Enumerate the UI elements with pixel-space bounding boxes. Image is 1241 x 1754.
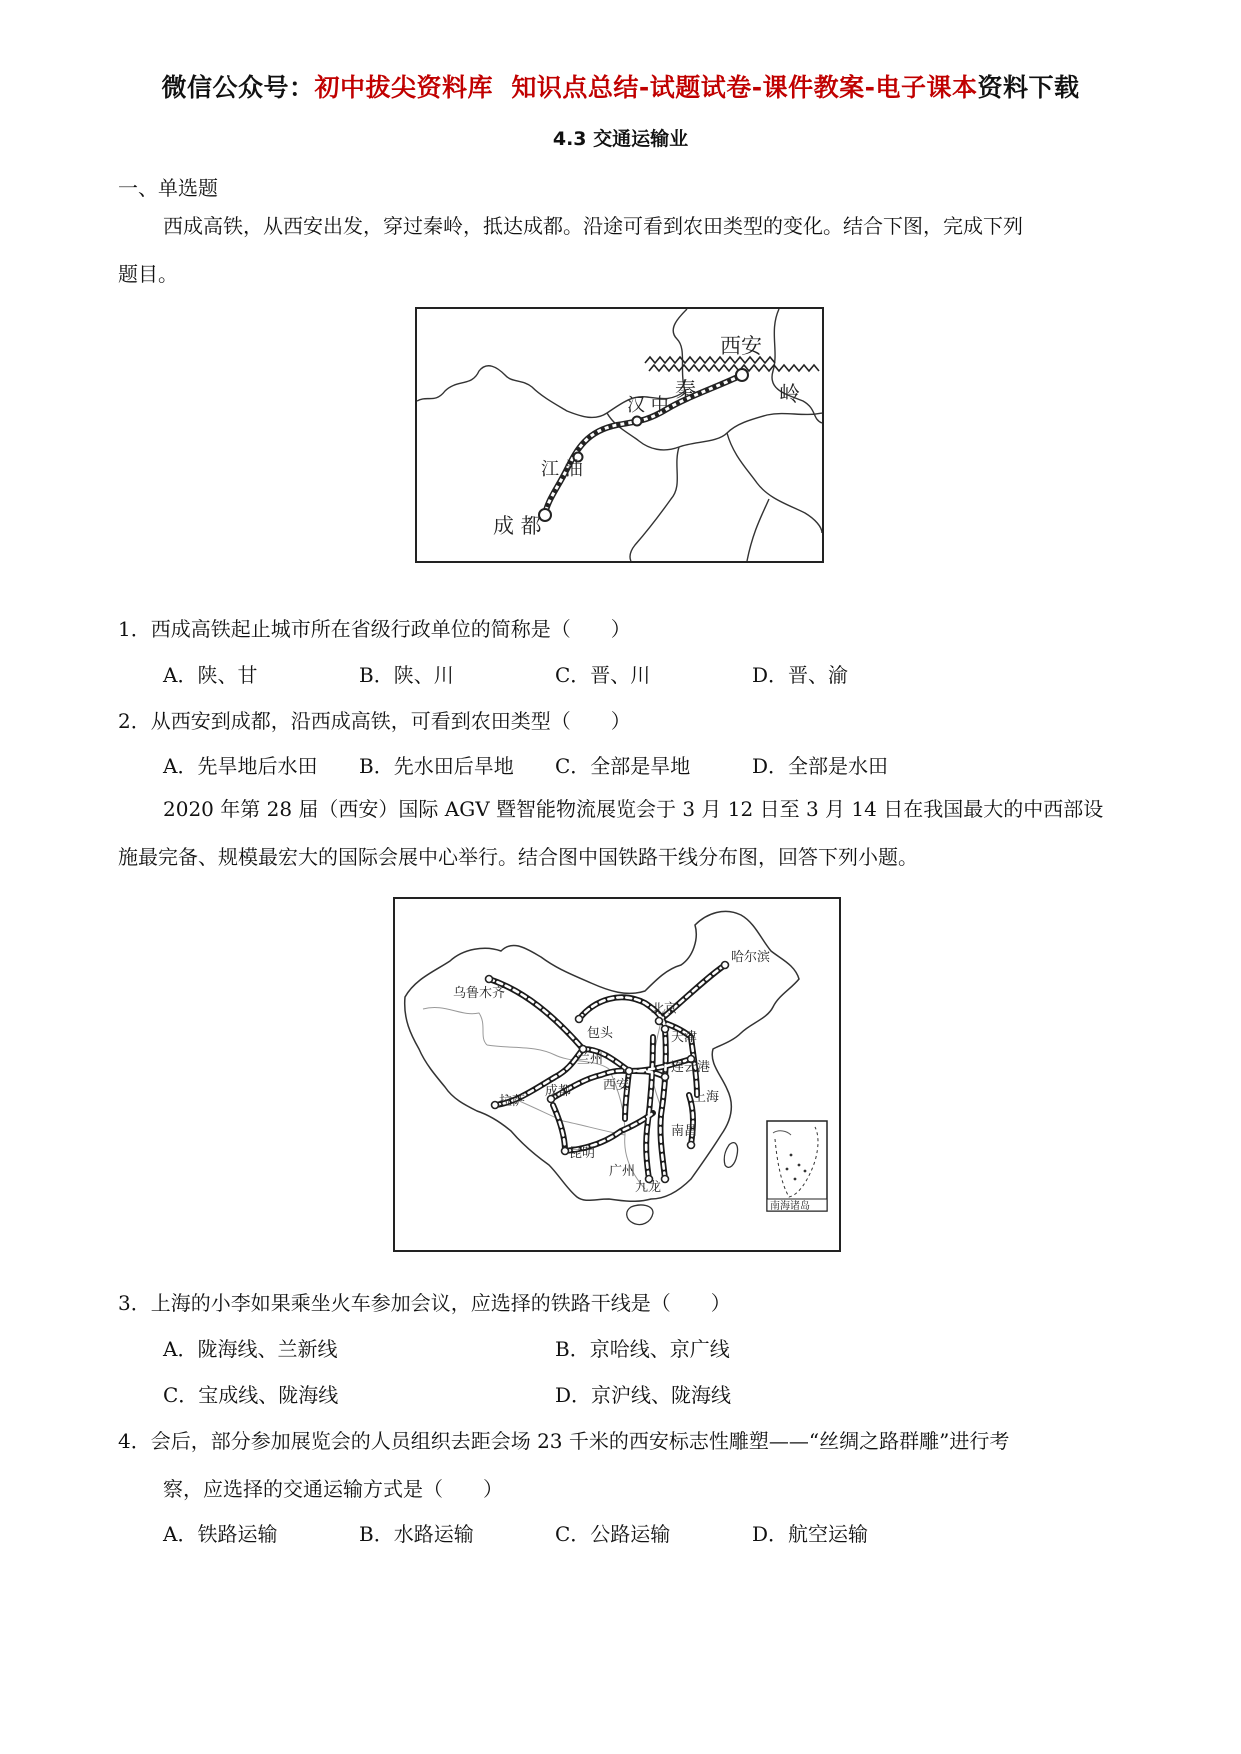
label-shanghai: 上海	[693, 1090, 720, 1105]
label-ling: 岭	[779, 382, 800, 406]
label-harbin: 哈尔滨	[731, 950, 771, 965]
label-kunming: 昆明	[569, 1146, 596, 1161]
q2-option-c: C．全部是旱地	[555, 754, 691, 778]
q3-option-d: D．京沪线、陇海线	[555, 1383, 732, 1407]
china-railway-map	[393, 897, 841, 1252]
label-chengdu: 成 都	[493, 514, 542, 538]
south-china-sea-inset	[767, 1121, 827, 1212]
question-1-stem: 1．西成高铁起止城市所在省级行政单位的简称是（ ）	[118, 617, 631, 641]
label-lasa: 拉萨	[499, 1094, 526, 1109]
xian-marker	[736, 369, 748, 381]
label-nanchang: 南昌	[671, 1124, 698, 1139]
q4-option-a: A．铁路运输	[163, 1522, 278, 1546]
label-hanzhong: 汉 中	[627, 395, 669, 416]
intro1-line2: 题目。	[118, 262, 178, 286]
label-xian: 西安	[720, 334, 762, 358]
page-header	[0, 68, 1241, 104]
label-lianyungang: 连云港	[671, 1060, 711, 1075]
q3-option-a: A．陇海线、兰新线	[163, 1337, 338, 1361]
header-prefix: 微信公众号：	[161, 73, 315, 102]
question-2-stem: 2．从西安到成都，沿西成高铁，可看到农田类型（ ）	[118, 709, 631, 733]
q4-option-b: B．水路运输	[359, 1522, 474, 1546]
label-lanzhou: 兰州	[577, 1052, 604, 1067]
question-4-stem: 4．会后，部分参加展览会的人员组织去距会场 23 千米的西安标志性雕塑——“丝绸之路群雕”进行考	[118, 1429, 1010, 1453]
q2-option-a: A．先旱地后水田	[163, 754, 318, 778]
section-heading: 一、单选题	[118, 176, 218, 200]
label-guangzhou: 广州	[609, 1164, 636, 1179]
label-beijing: 北京	[651, 1002, 678, 1017]
label-chengdu-2: 成都	[545, 1084, 572, 1099]
intro2-line1: 2020 年第 28 届（西安）国际 AGV 暨智能物流展览会于 3 月 12 日至 3 月 14 日在我国最大的中西部设	[163, 797, 1104, 821]
label-baotou: 包头	[587, 1026, 614, 1041]
q4-option-d: D．航空运输	[752, 1522, 869, 1546]
q1-option-a: A．陕、甘	[163, 663, 258, 687]
label-qin: 秦	[675, 378, 696, 402]
q3-option-b: B．京哈线、京广线	[555, 1337, 730, 1361]
header-suffix: 资料下载	[977, 73, 1080, 102]
page-title: 4.3 交通运输业	[552, 128, 689, 150]
intro1-line1: 西成高铁，从西安出发，穿过秦岭，抵达成都。沿途可看到农田类型的变化。结合下图，完成下列	[163, 214, 1023, 238]
label-tianjin: 天津	[671, 1030, 698, 1045]
q3-option-c: C．宝成线、陇海线	[163, 1383, 339, 1407]
q2-option-b: B．先水田后旱地	[359, 754, 514, 778]
q2-option-d: D．全部是水田	[752, 754, 889, 778]
inset-label: 南海诸岛	[770, 1201, 810, 1212]
question-3-stem: 3．上海的小李如果乘坐火车参加会议，应选择的铁路干线是（ ）	[118, 1291, 731, 1315]
question-4-stem-line2: 察，应选择的交通运输方式是（ ）	[163, 1477, 503, 1501]
q1-option-c: C．晋、川	[555, 663, 651, 687]
q1-option-d: D．晋、渝	[752, 663, 849, 687]
label-jiangyou: 江 油	[541, 459, 583, 480]
label-jiulong: 九龙	[635, 1180, 662, 1195]
q4-option-c: C．公路运输	[555, 1522, 671, 1546]
label-xian-2: 西安	[603, 1078, 630, 1093]
hanzhong-marker	[633, 417, 642, 426]
q1-option-b: B．陕、川	[359, 663, 454, 687]
label-urumqi: 乌鲁木齐	[453, 986, 506, 1001]
xicheng-railway-map	[415, 307, 824, 563]
header-red-2: 知识点总结-试题试卷-课件教案-电子课本	[511, 73, 978, 102]
intro2-line2: 施最完备、规模最宏大的国际会展中心举行。结合图中国铁路干线分布图，回答下列小题。	[118, 845, 918, 869]
header-red-1: 初中拔尖资料库	[314, 73, 493, 102]
